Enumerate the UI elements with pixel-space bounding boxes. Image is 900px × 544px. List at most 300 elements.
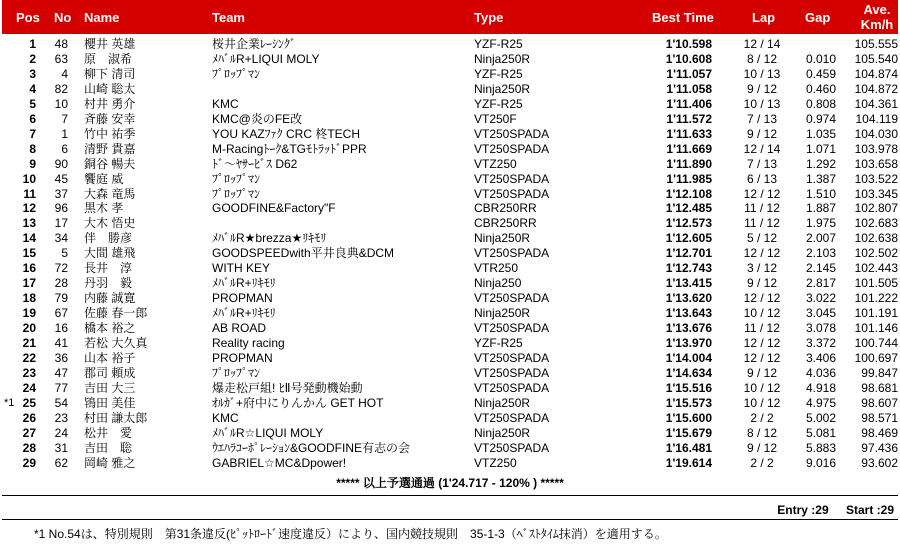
cell-no: 4 [61, 66, 68, 81]
cell-pos: 14 [22, 231, 36, 246]
cell-team: 桜井企業ﾚｰｼﾝｸﾞ [212, 37, 297, 51]
cell-best-time: 1'16.481 [665, 440, 712, 455]
cell-best-time: 1'11.057 [666, 66, 712, 81]
cell-name: 山本 裕子 [84, 351, 136, 366]
cell-team: ｳｴﾊﾗｺｰﾎﾟﾚｰｼｮﾝ&GOODFINE有志の会 [212, 440, 411, 455]
cell-gap: 1.071 [805, 141, 836, 156]
cell-gap: 4.036 [805, 365, 836, 380]
cell-name: 伴 勝彦 [84, 231, 133, 246]
cell-no: 48 [54, 37, 68, 51]
cell-no: 96 [54, 201, 68, 216]
cell-team: ﾒﾊﾞﾙR+LIQUI MOLY [212, 51, 320, 66]
header-gap: Gap [805, 10, 831, 25]
cell-type: YZF-R25 [474, 37, 523, 51]
cell-no: 17 [54, 216, 68, 231]
cell-best-time: 1'15.679 [665, 425, 712, 440]
cell-ave-speed: 98.607 [861, 395, 898, 410]
results-table [2, 37, 898, 471]
cell-lap: 11 / 12 [744, 321, 780, 336]
cell-type: VTR250 [474, 261, 519, 276]
cell-lap: 7 / 13 [746, 156, 778, 171]
cell-ave-speed: 102.807 [854, 201, 898, 216]
cell-best-time: 1'11.058 [666, 81, 712, 96]
cell-ave-speed: 98.681 [861, 380, 898, 395]
cell-lap: 12 / 12 [743, 246, 781, 261]
cell-team: AB ROAD [212, 321, 267, 336]
cell-best-time: 1'12.743 [665, 261, 712, 276]
cell-no: 16 [54, 321, 68, 336]
cell-gap: 9.016 [805, 455, 836, 470]
cell-no: 54 [54, 395, 68, 410]
cell-name: 吉田 大三 [84, 380, 136, 395]
cell-name: 内藤 誠寛 [84, 291, 136, 306]
cell-type: VT250SPADA [474, 141, 550, 156]
cell-gap: 1.510 [805, 186, 836, 201]
cell-ave-speed: 99.847 [861, 365, 898, 380]
cell-type: YZF-R25 [474, 336, 523, 351]
cell-ave-speed: 104.872 [854, 81, 898, 96]
cell-ave-speed: 101.191 [854, 306, 898, 321]
cell-best-time: 1'10.608 [665, 51, 712, 66]
cell-name: 柳下 清司 [84, 66, 136, 81]
cell-name: 郡司 頼成 [84, 365, 136, 380]
cell-lap: 10 / 12 [743, 395, 781, 410]
cell-no: 77 [54, 380, 68, 395]
cell-gap: 5.002 [805, 410, 836, 425]
cell-no: 36 [54, 351, 68, 366]
cell-type: Ninja250R [474, 231, 531, 246]
cell-lap: 11 / 12 [744, 201, 780, 216]
cell-pos: 16 [22, 261, 36, 276]
cell-best-time: 1'11.633 [666, 126, 712, 141]
table-row [2, 97, 898, 112]
cell-lap: 9 / 12 [746, 126, 778, 141]
cell-type: Ninja250R [474, 51, 531, 66]
cell-no: 23 [54, 410, 68, 425]
results-header [2, 0, 898, 34]
cell-pos: 4 [29, 81, 36, 96]
table-row [2, 426, 898, 441]
cell-team: GOODSPEEDwith平井良典&DCM [212, 246, 395, 261]
cell-no: 5 [61, 246, 68, 261]
cell-no: 6 [61, 141, 68, 156]
divider [2, 519, 898, 520]
cell-gap: 0.459 [805, 66, 836, 81]
cell-pos: 15 [22, 246, 36, 261]
cell-no: 79 [54, 291, 68, 306]
cell-pos: 18 [22, 291, 36, 306]
cell-no: 82 [54, 81, 68, 96]
cell-no: 1 [61, 126, 68, 141]
cell-lap: 3 / 12 [746, 261, 778, 276]
cell-type: CBR250RR [474, 201, 537, 216]
cell-ave-speed: 105.555 [854, 37, 898, 51]
table-row [2, 201, 898, 216]
cell-team: KMC [212, 410, 239, 425]
start-count: Start :29 [845, 503, 894, 517]
cell-name: 長井 淳 [84, 261, 133, 276]
cell-pos: 19 [22, 306, 36, 321]
cell-lap: 11 / 12 [744, 216, 780, 231]
table-row [2, 52, 898, 67]
cell-team: ｵﾙｶﾞ+府中にりんかん GET HOT [212, 395, 384, 410]
cell-ave-speed: 103.345 [854, 186, 898, 201]
cell-lap: 10 / 12 [743, 306, 781, 321]
cell-best-time: 1'13.643 [665, 306, 712, 321]
cell-lap: 9 / 12 [746, 365, 778, 380]
cell-gap: 2.007 [805, 231, 836, 246]
cell-pos: 25 [22, 395, 36, 410]
cell-type: CBR250RR [474, 216, 537, 231]
cell-name: 松井 愛 [84, 425, 133, 440]
penalty-mark: *1 [4, 396, 15, 409]
cell-team: ﾒﾊﾞﾙR★brezza★ﾘｷﾓﾘ [212, 231, 327, 246]
cell-team: ﾌﾟﾛｯﾌﾟﾏﾝ [212, 171, 261, 186]
cell-type: VT250SPADA [474, 410, 550, 425]
cell-best-time: 1'12.701 [665, 246, 712, 261]
cell-name: 斉藤 安幸 [84, 111, 136, 126]
cell-gap: 1.292 [805, 156, 836, 171]
cell-lap: 9 / 12 [746, 440, 778, 455]
cell-ave-speed: 102.502 [854, 246, 898, 261]
cell-best-time: 1'11.985 [666, 171, 712, 186]
cell-team: PROPMAN [212, 291, 273, 306]
cell-name: 饗庭 威 [84, 171, 124, 186]
cell-type: VT250F [474, 111, 517, 126]
cell-gap: 3.045 [805, 306, 836, 321]
table-row [2, 142, 898, 157]
cell-no: 45 [54, 171, 68, 186]
cell-gap: 0.974 [805, 111, 836, 126]
cell-type: Ninja250R [474, 306, 531, 321]
cell-team: GOODFINE&Factory"F [212, 201, 336, 216]
cell-no: 62 [54, 455, 68, 470]
cell-no: 10 [54, 96, 68, 111]
cell-type: Ninja250 [474, 276, 522, 291]
cell-type: VT250SPADA [474, 246, 550, 261]
header-ave-speed [857, 2, 897, 32]
cell-type: VT250SPADA [474, 171, 550, 186]
cell-best-time: 1'15.600 [665, 410, 712, 425]
table-row [2, 112, 898, 127]
cell-team: M-Racingﾄｰｸ&TGﾓﾄﾗｯﾄﾞPPR [212, 141, 367, 156]
cell-ave-speed: 101.505 [854, 276, 898, 291]
table-row [2, 381, 898, 396]
cell-lap: 6 / 13 [746, 171, 778, 186]
cell-best-time: 1'12.605 [665, 231, 712, 246]
header-lap: Lap [752, 10, 776, 25]
cell-best-time: 1'13.676 [665, 321, 712, 336]
table-row [2, 351, 898, 366]
cell-team: ﾄﾞ～ﾔｻｰﾋﾞｽ D62 [212, 156, 298, 171]
cell-gap: 5.883 [805, 440, 836, 455]
cell-pos: 29 [22, 455, 36, 470]
cell-lap: 8 / 12 [746, 51, 778, 66]
table-row [2, 336, 898, 351]
cell-team: 爆走松戸組! ﾋⅡ号発動機始動 [212, 380, 363, 395]
cell-type: YZF-R25 [474, 66, 523, 81]
cell-type: VTZ250 [474, 455, 517, 470]
cell-no: 37 [54, 186, 68, 201]
cell-best-time: 1'11.890 [666, 156, 712, 171]
table-row [2, 231, 898, 246]
cell-pos: 23 [22, 365, 36, 380]
header-ave-unit: Km/h [860, 17, 894, 32]
cell-no: 34 [54, 231, 68, 246]
cell-gap: 3.078 [805, 321, 836, 336]
cell-team: KMC [212, 96, 239, 111]
table-row [2, 37, 898, 52]
cell-pos: 1 [29, 37, 36, 51]
cell-name: 櫻井 英雄 [84, 37, 136, 51]
cell-pos: 10 [22, 171, 36, 186]
cell-team: WITH KEY [212, 261, 271, 276]
cell-pos: 22 [22, 351, 36, 366]
cell-gap: 5.081 [805, 425, 836, 440]
cell-name: 橋本 裕之 [84, 321, 136, 336]
cell-pos: 6 [29, 111, 36, 126]
cell-ave-speed: 103.978 [854, 141, 898, 156]
cell-best-time: 1'15.516 [665, 380, 712, 395]
cell-name: 丹羽 毅 [84, 276, 133, 291]
cell-name: 大木 悟史 [84, 216, 136, 231]
cell-best-time: 1'14.004 [665, 351, 712, 366]
cell-gap: 2.817 [805, 276, 836, 291]
cell-name: 大間 雄飛 [84, 246, 136, 261]
cell-lap: 12 / 12 [743, 186, 781, 201]
cell-gap: 1.035 [805, 126, 836, 141]
cell-lap: 8 / 12 [746, 425, 778, 440]
cell-team: ﾒﾊﾞﾙR☆LIQUI MOLY [212, 425, 324, 440]
cell-team: ﾌﾟﾛｯﾌﾟﾏﾝ [212, 365, 261, 380]
cell-gap: 0.460 [805, 81, 836, 96]
cell-best-time: 1'14.634 [665, 365, 712, 380]
table-row [2, 291, 898, 306]
cell-no: 7 [61, 111, 68, 126]
cell-ave-speed: 104.119 [855, 111, 898, 126]
header-type: Type [474, 10, 504, 25]
cell-ave-speed: 103.522 [854, 171, 898, 186]
cell-name: 大森 竜馬 [84, 186, 136, 201]
cell-ave-speed: 104.030 [854, 126, 898, 141]
cell-lap: 12 / 12 [743, 336, 781, 351]
table-row [2, 67, 898, 82]
cell-gap: 4.975 [805, 395, 836, 410]
footnote: *1 No.54は、特別規則 第31条違反(ﾋﾟｯﾄﾛｰﾄﾞ速度違反）により、国内競技規則 35-1-3（ﾍﾞｽﾄﾀｲﾑ抹消）を適用する。 [34, 527, 667, 541]
cell-ave-speed: 104.874 [854, 66, 898, 81]
cell-ave-speed: 100.697 [854, 351, 898, 366]
cell-ave-speed: 100.744 [854, 336, 898, 351]
cell-type: Ninja250R [474, 81, 531, 96]
cell-name: 吉田 聡 [84, 440, 133, 455]
cell-name: 村井 勇介 [84, 96, 136, 111]
cell-ave-speed: 98.571 [861, 410, 898, 425]
cell-name: 若松 大久真 [84, 336, 148, 351]
cell-ave-speed: 98.469 [861, 425, 898, 440]
cell-lap: 5 / 12 [746, 231, 778, 246]
table-row [2, 261, 898, 276]
cell-pos: 5 [29, 96, 36, 111]
table-row [2, 411, 898, 426]
cell-ave-speed: 104.361 [854, 96, 898, 111]
cell-no: 41 [54, 336, 68, 351]
cell-pos: 20 [22, 321, 36, 336]
table-row [2, 276, 898, 291]
table-row [2, 306, 898, 321]
cell-lap: 12 / 14 [743, 37, 781, 51]
cell-pos: 28 [22, 440, 36, 455]
table-row [2, 127, 898, 142]
table-row [2, 246, 898, 261]
cell-name: 佐藤 春一郎 [84, 306, 148, 321]
cell-lap: 9 / 12 [746, 81, 778, 96]
cell-no: 47 [54, 365, 68, 380]
cell-ave-speed: 105.540 [854, 51, 898, 66]
cell-lap: 12 / 12 [743, 351, 781, 366]
table-row [2, 366, 898, 381]
cell-pos: 2 [29, 51, 36, 66]
cell-type: VT250SPADA [474, 351, 550, 366]
cell-pos: 26 [22, 410, 36, 425]
cell-ave-speed: 101.146 [854, 321, 898, 336]
header-pos: Pos [16, 10, 40, 25]
cell-gap: 2.145 [805, 261, 836, 276]
table-row [2, 172, 898, 187]
cell-pos: 9 [29, 156, 36, 171]
cell-lap: 2 / 2 [750, 410, 774, 425]
cell-gap: 1.387 [805, 171, 836, 186]
table-row [2, 321, 898, 336]
cell-gap: 3.372 [805, 336, 836, 351]
cell-name: 竹中 祐季 [84, 126, 136, 141]
cell-team: ﾒﾊﾞﾙR+ﾘｷﾓﾘ [212, 276, 276, 291]
cell-pos: 13 [22, 216, 36, 231]
cell-team: ﾌﾟﾛｯﾌﾟﾏﾝ [212, 66, 261, 81]
cell-pos: 21 [22, 336, 36, 351]
table-row [2, 82, 898, 97]
cell-type: VT250SPADA [474, 380, 550, 395]
cell-no: 67 [54, 306, 68, 321]
cell-name: 清野 貴嘉 [84, 141, 136, 156]
cell-lap: 12 / 14 [743, 141, 781, 156]
cell-pos: 3 [29, 66, 36, 81]
cell-best-time: 1'12.485 [665, 201, 712, 216]
table-row [2, 456, 898, 471]
cell-ave-speed: 101.222 [854, 291, 898, 306]
cell-gap: 0.808 [805, 96, 836, 111]
cell-ave-speed: 102.683 [854, 216, 898, 231]
cell-ave-speed: 103.658 [854, 156, 898, 171]
cell-type: Ninja250R [474, 425, 531, 440]
table-row [2, 441, 898, 456]
cell-pos: 11 [23, 186, 36, 201]
cell-ave-speed: 102.443 [854, 261, 898, 276]
cell-name: 鴇田 美佳 [84, 395, 136, 410]
cell-type: VT250SPADA [474, 126, 550, 141]
cell-team: YOU KAZﾌｧｸ CRC 柊TECH [212, 126, 361, 141]
cell-ave-speed: 93.602 [861, 455, 898, 470]
cell-name: 山崎 聡太 [84, 81, 136, 96]
cell-name: 原 淑希 [84, 51, 133, 66]
cell-gap: 0.010 [805, 51, 836, 66]
cell-type: Ninja250R [474, 395, 531, 410]
cell-no: 72 [54, 261, 68, 276]
cell-gap: 3.406 [805, 351, 836, 366]
cell-best-time: 1'13.620 [665, 291, 712, 306]
table-row [2, 396, 898, 411]
header-best-time: Best Time [652, 10, 714, 25]
table-row [2, 157, 898, 172]
cell-best-time: 1'11.572 [666, 111, 712, 126]
cell-pos: 24 [22, 380, 36, 395]
header-ave-label: Ave. [863, 2, 891, 17]
cell-type: VT250SPADA [474, 291, 550, 306]
cell-gap: 2.103 [805, 246, 836, 261]
cell-team: KMC@炎のFE改 [212, 111, 303, 126]
cell-lap: 10 / 12 [743, 380, 781, 395]
cell-lap: 7 / 13 [746, 111, 778, 126]
cell-best-time: 1'12.108 [665, 186, 712, 201]
cell-team: GABRIEL☆MC&Dpower! [212, 455, 347, 470]
cell-pos: 12 [22, 201, 36, 216]
cell-name: 銅谷 暢夫 [84, 156, 136, 171]
cell-best-time: 1'10.598 [665, 37, 712, 51]
cell-type: VT250SPADA [474, 186, 550, 201]
cell-pos: 7 [29, 126, 36, 141]
cell-best-time: 1'15.573 [665, 395, 712, 410]
cell-pos: 8 [29, 141, 36, 156]
cell-no: 24 [54, 425, 68, 440]
cell-best-time: 1'13.415 [665, 276, 712, 291]
cell-type: YZF-R25 [474, 96, 523, 111]
cell-best-time: 1'11.669 [666, 141, 712, 156]
cell-lap: 12 / 12 [743, 291, 781, 306]
divider [2, 495, 898, 496]
cell-type: VT250SPADA [474, 321, 550, 336]
cell-gap: 1.887 [805, 201, 836, 216]
cell-team: PROPMAN [212, 351, 273, 366]
header-team: Team [212, 10, 245, 25]
cell-lap: 2 / 2 [750, 455, 774, 470]
cell-no: 31 [54, 440, 68, 455]
entry-summary [763, 503, 894, 517]
cell-team: Reality racing [212, 336, 285, 351]
cell-no: 90 [54, 156, 68, 171]
cell-gap: 4.918 [805, 380, 836, 395]
table-row [2, 187, 898, 202]
cell-pos: 17 [22, 276, 36, 291]
cell-best-time: 1'19.614 [665, 455, 712, 470]
cell-no: 28 [54, 276, 68, 291]
cell-lap: 10 / 13 [743, 66, 781, 81]
cell-team: ﾒﾊﾞﾙR+ﾘｷﾓﾘ [212, 306, 276, 321]
cell-gap: 1.975 [805, 216, 836, 231]
table-row [2, 216, 898, 231]
cell-team: ﾌﾟﾛｯﾌﾟﾏﾝ [212, 186, 261, 201]
cell-best-time: 1'11.406 [666, 96, 712, 111]
cell-type: VT250SPADA [474, 440, 550, 455]
cell-name: 岡崎 雅之 [84, 455, 136, 470]
cell-name: 村田 謙太郎 [84, 410, 148, 425]
cell-name: 黒木 孝 [84, 201, 124, 216]
cell-lap: 9 / 12 [746, 276, 778, 291]
cell-type: VT250SPADA [474, 365, 550, 380]
header-name: Name [84, 10, 120, 25]
cell-gap: 3.022 [805, 291, 836, 306]
cell-no: 63 [54, 51, 68, 66]
cell-ave-speed: 97.436 [861, 440, 898, 455]
entry-count: Entry :29 [777, 503, 829, 517]
